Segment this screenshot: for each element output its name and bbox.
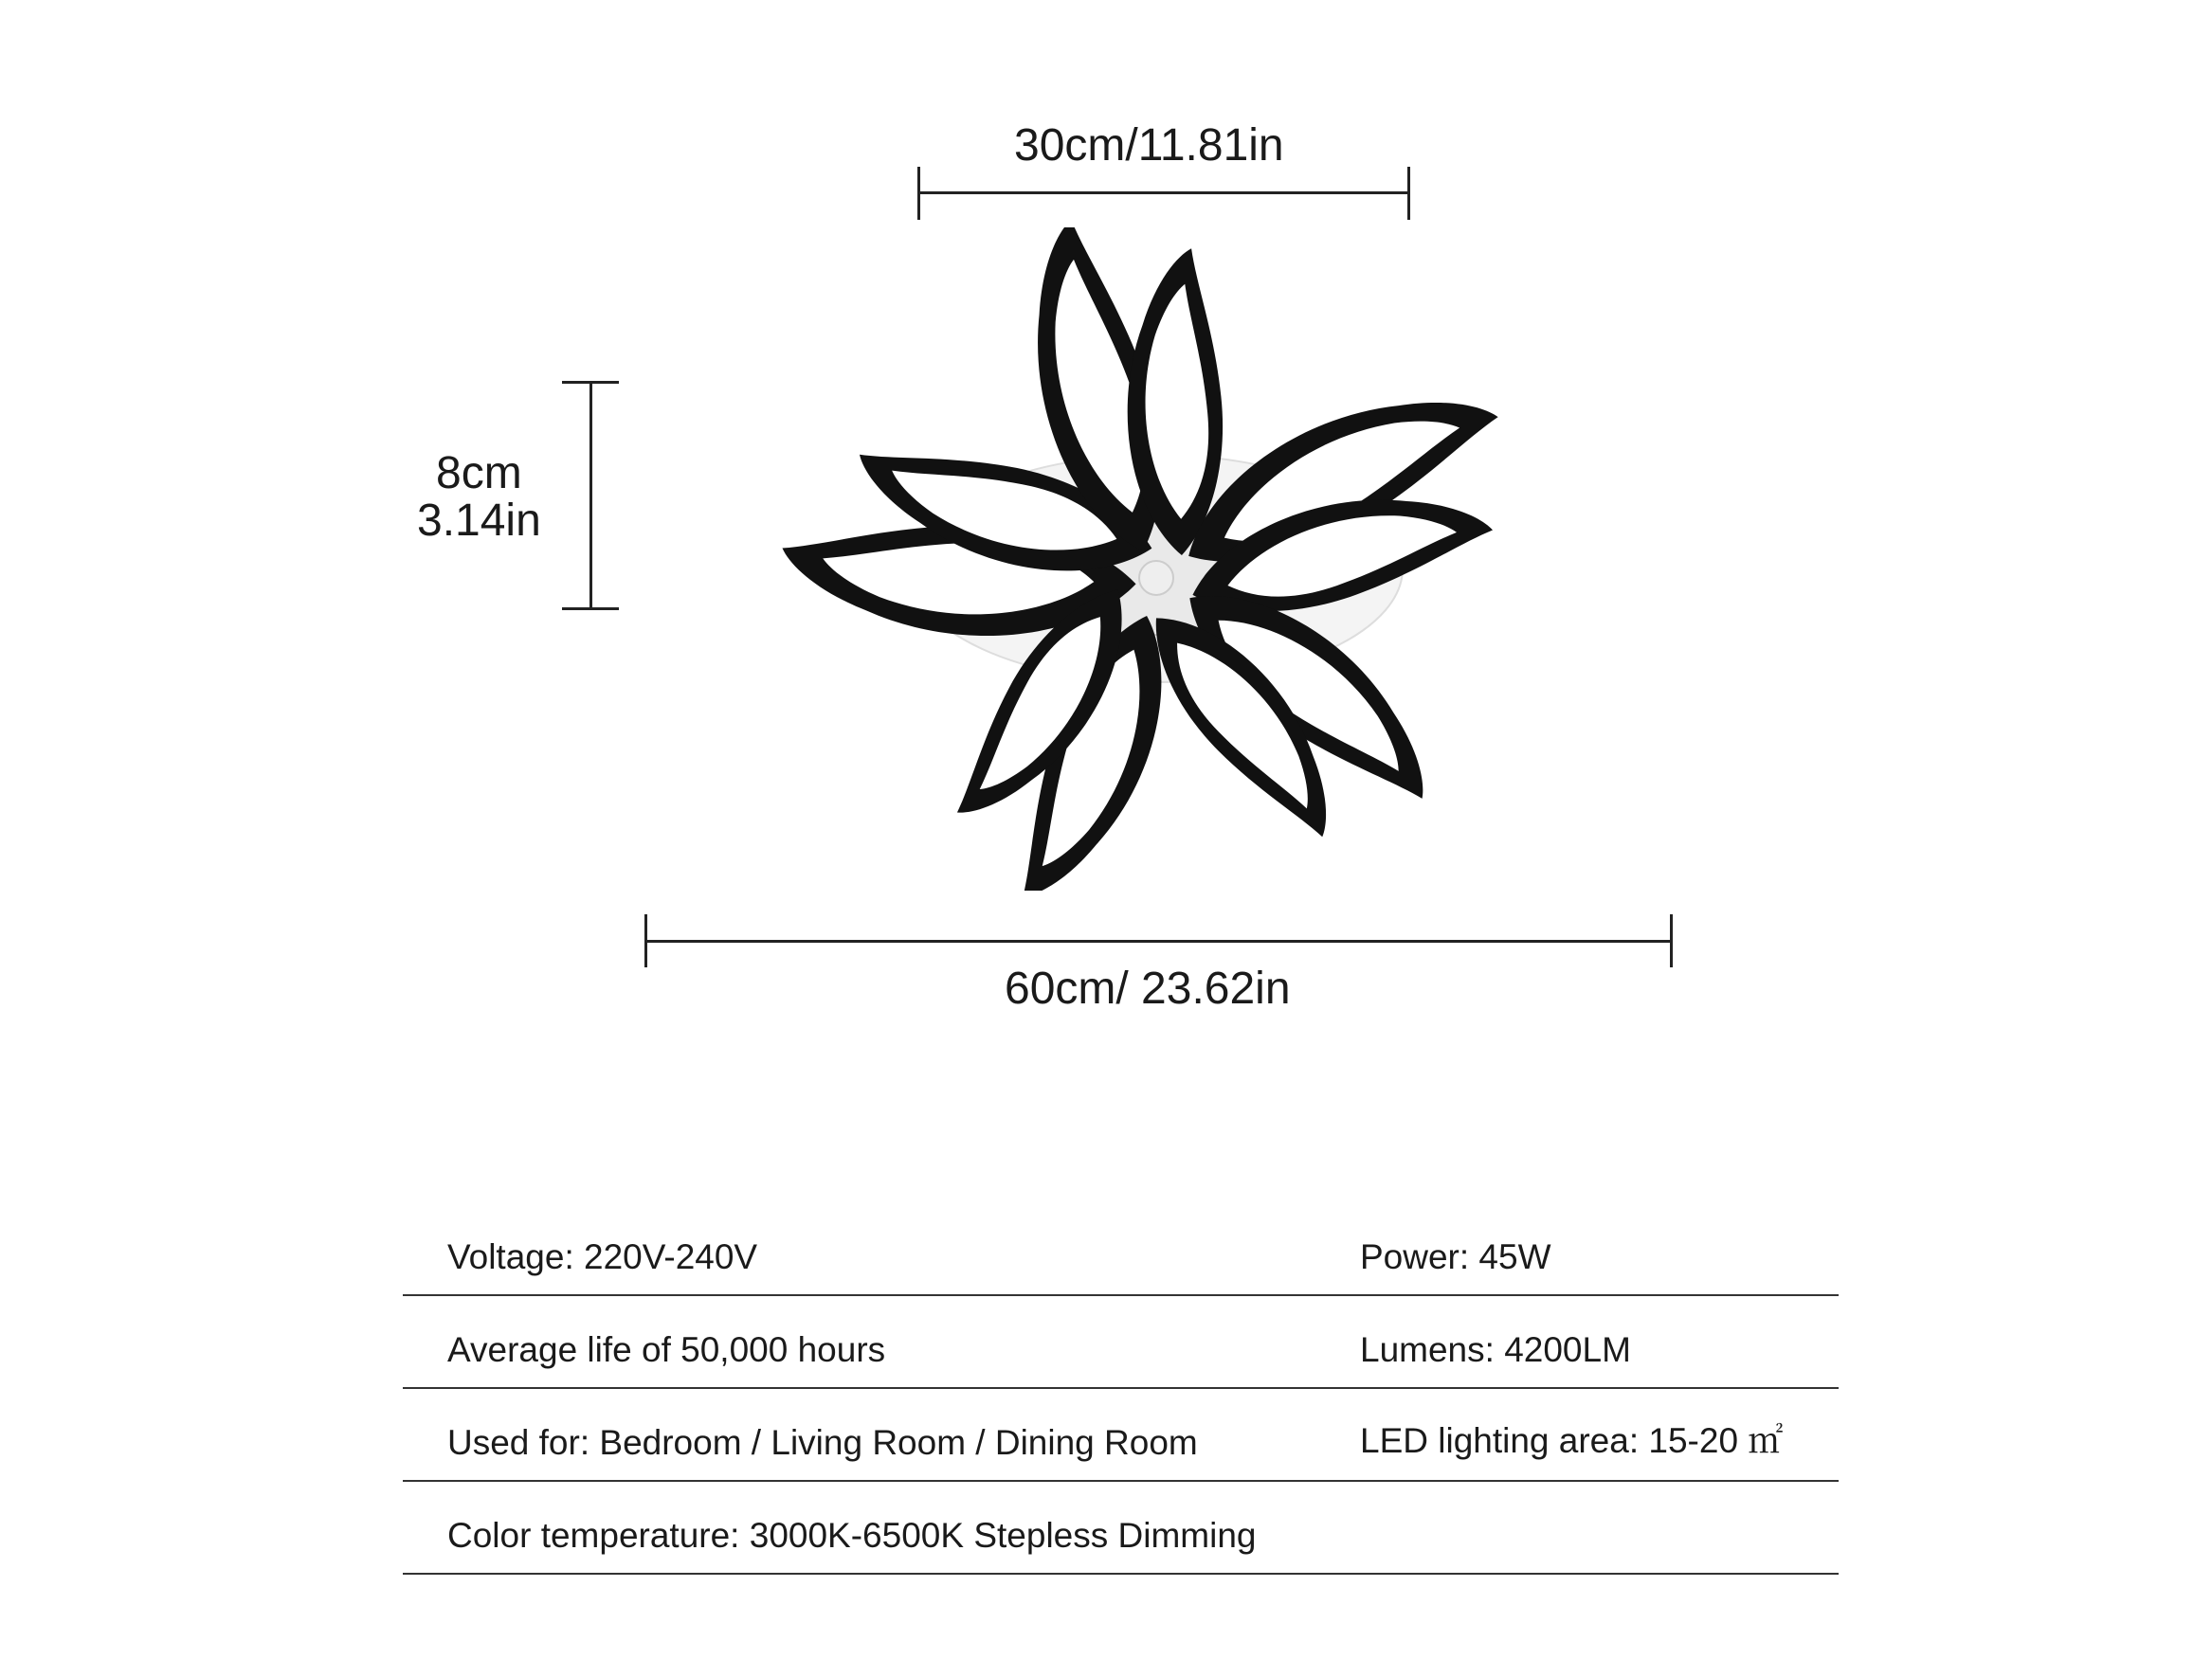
top-dimension-line	[917, 191, 1410, 194]
top-width-label: 30cm/11.81in	[1014, 120, 1284, 171]
bottom-dimension-line	[644, 940, 1673, 943]
bottom-dimension-tick-left	[644, 914, 647, 967]
spec-lumens: Lumens: 4200LM	[1360, 1330, 1631, 1369]
top-dimension-tick-right	[1407, 167, 1410, 220]
bottom-dimension-tick-right	[1670, 914, 1673, 967]
ceiling-lamp-image	[626, 227, 1687, 891]
spec-color-temperature: Color temperature: 3000K-6500K Stepless Dimming	[447, 1516, 1257, 1555]
height-dimension-line	[589, 381, 592, 610]
spec-row	[403, 1203, 1839, 1296]
height-dimension-tick-bottom	[562, 607, 619, 610]
height-cm-label: 8cm	[436, 448, 522, 498]
spec-table	[403, 1203, 1839, 1575]
top-dimension-tick-left	[917, 167, 920, 220]
spec-used-for: Used for: Bedroom / Living Room / Dining Room	[447, 1423, 1198, 1462]
height-label	[417, 450, 541, 545]
height-dimension-tick-top	[562, 381, 619, 384]
spec-power: Power: 45W	[1360, 1237, 1551, 1276]
height-in-label: 3.14in	[417, 496, 541, 546]
spec-row	[403, 1389, 1839, 1482]
spec-voltage: Voltage: 220V-240V	[447, 1237, 758, 1276]
spec-lighting-area: LED lighting area: 15-20 ㎡	[1360, 1421, 1784, 1460]
lamp-center	[1139, 561, 1173, 595]
spec-life: Average life of 50,000 hours	[447, 1330, 886, 1369]
spec-row	[403, 1296, 1839, 1389]
total-width-label: 60cm/ 23.62in	[1005, 964, 1291, 1014]
spec-row	[403, 1482, 1839, 1575]
